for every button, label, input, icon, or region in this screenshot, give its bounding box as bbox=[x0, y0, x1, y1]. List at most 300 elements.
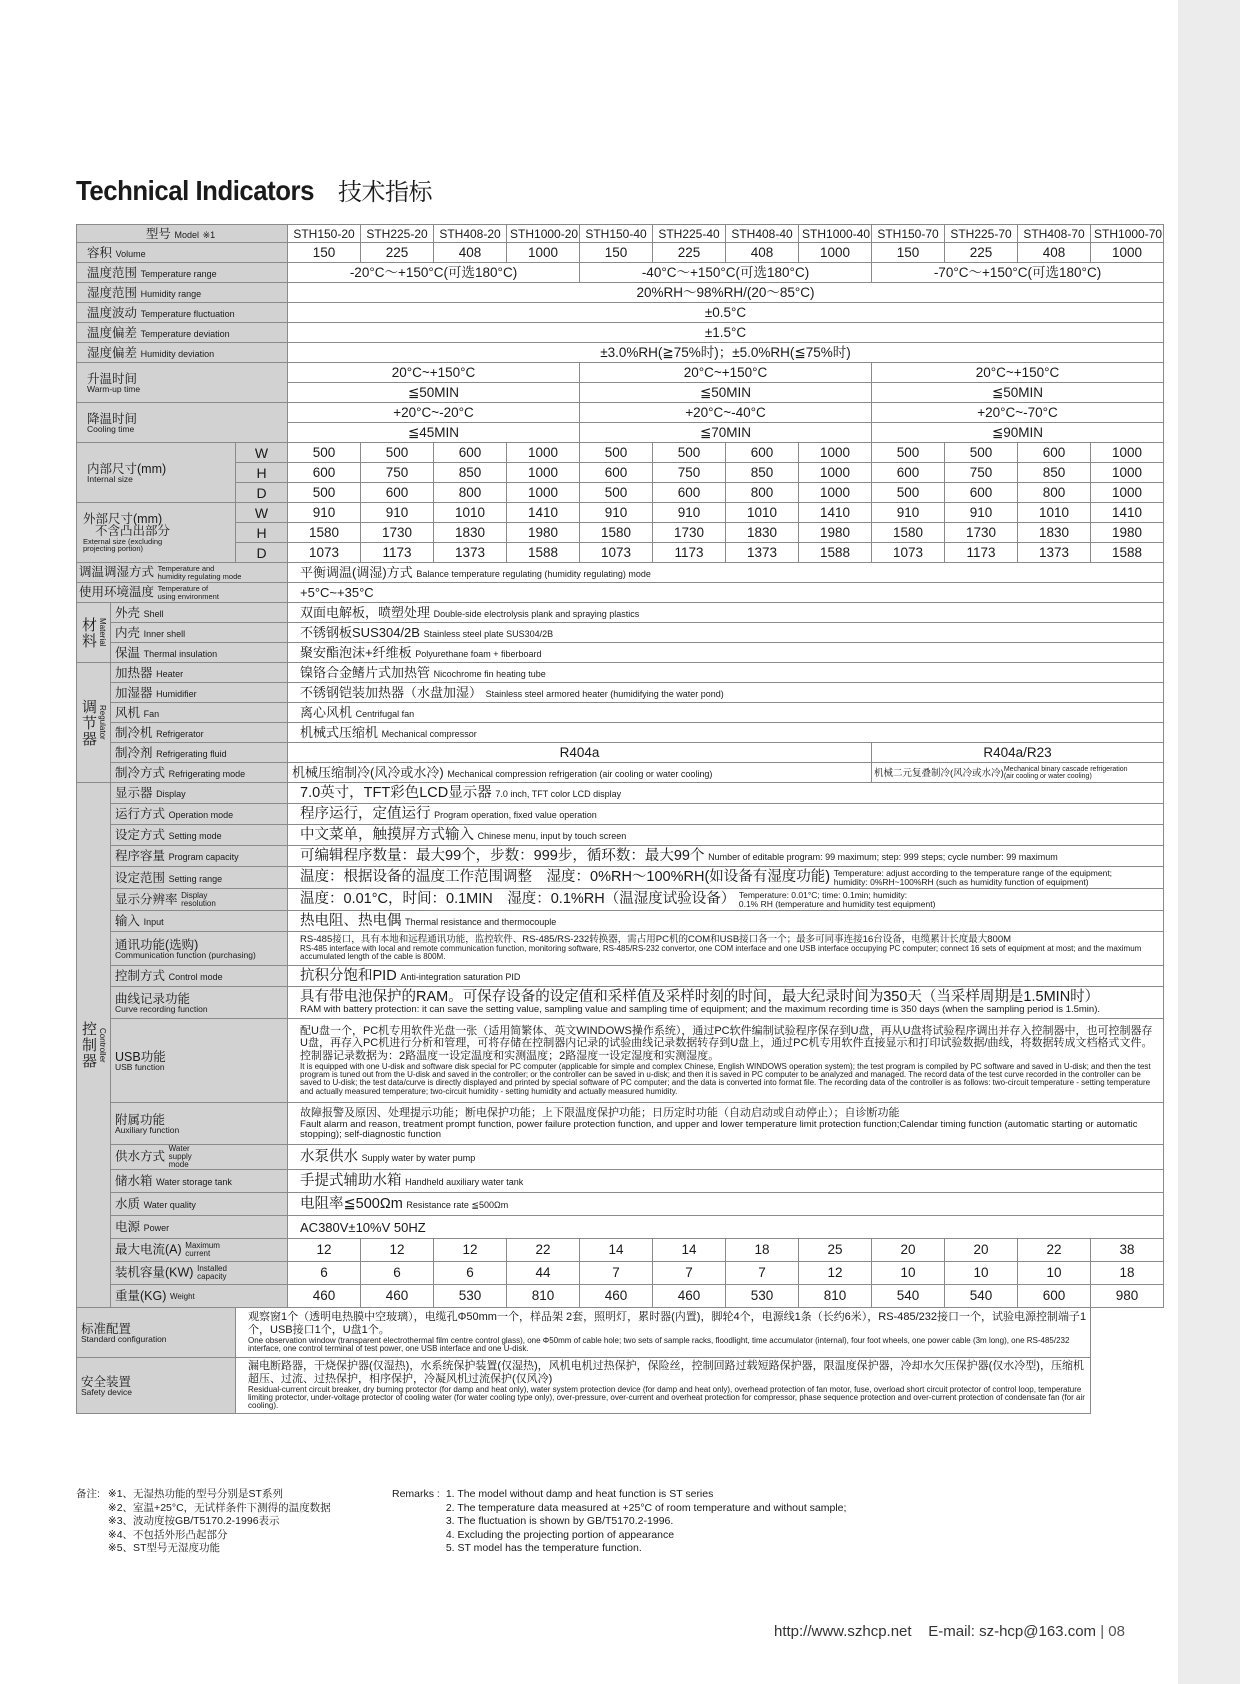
label-cn: 输入 bbox=[115, 914, 141, 929]
value-cell bbox=[288, 463, 361, 483]
text-cn: 机械压缩制冷(风冷或水冷) bbox=[292, 765, 444, 780]
cell-value: 22 bbox=[1046, 1242, 1062, 1258]
label-cn: 调温调湿方式 bbox=[79, 564, 155, 579]
cell-value: 500 bbox=[385, 444, 409, 460]
cell-value: 1830 bbox=[1038, 524, 1070, 540]
label-en: Warm-up time bbox=[87, 384, 141, 394]
text-en: Mechanical binary cascade refrigeration (air cooling or water cooling) bbox=[1003, 765, 1128, 780]
label-en: Standard configuration bbox=[81, 1334, 167, 1344]
value-cell bbox=[872, 523, 945, 543]
cell-value: 1730 bbox=[673, 524, 705, 540]
value-cell bbox=[580, 443, 653, 463]
value-cell bbox=[945, 1285, 1018, 1308]
text-en: Residual-current circuit breaker, dry burning protector (for damp and heat only), water system protection device (for damp and heat only), overhead protection of fan motor, fuse, overload short circuit protector of control loop, temperature limiting protector, under-voltage protector of cooling water (for water cooling type only), over-pressure, over-current and overheat protection for compressor, phase sequence protection and over-current protection of condensate fan (for air cooling). bbox=[248, 1384, 1085, 1411]
value-cell bbox=[872, 463, 945, 483]
cell-value: 6 bbox=[320, 1265, 328, 1281]
label-weight bbox=[111, 1285, 288, 1308]
text-en: Polyurethane foam + fiberboard bbox=[415, 649, 542, 659]
text-cn: 手提式辅助水箱 bbox=[300, 1172, 402, 1189]
value-cell bbox=[434, 1285, 507, 1308]
cell-value: 500 bbox=[604, 444, 628, 460]
cell-value: 910 bbox=[604, 504, 628, 520]
value-cell bbox=[726, 243, 799, 263]
cell-value: +20°C~-40°C bbox=[685, 404, 766, 420]
label-cn: 程序容量 bbox=[115, 849, 166, 864]
text-en: RAM with battery protection: it can save the setting value, sampling value and sampling time of equipment; and the maximum recording time is 350 days (when the sampling period is 1.5min). bbox=[300, 1003, 1100, 1015]
row-setting-range bbox=[77, 867, 1164, 889]
label-installed bbox=[111, 1262, 288, 1285]
text-en-wrap bbox=[834, 869, 1112, 886]
value-cell bbox=[580, 543, 653, 563]
label-en: Operation mode bbox=[168, 810, 234, 821]
row-weight bbox=[77, 1285, 1164, 1308]
model-name bbox=[872, 225, 945, 243]
text-en: Thermal resistance and thermocouple bbox=[405, 916, 557, 927]
cell-value: 18 bbox=[1119, 1265, 1135, 1281]
model-name bbox=[726, 225, 799, 243]
row-comm bbox=[77, 932, 1164, 966]
value-cell bbox=[288, 263, 580, 283]
text-cn: 机械二元复叠制冷(风冷或水冷) bbox=[874, 768, 1004, 780]
remarks-cn-label: 备注: bbox=[76, 1488, 100, 1500]
cell-value: 460 bbox=[385, 1288, 409, 1304]
value-setting_mode bbox=[288, 825, 1164, 846]
value-prog_cap bbox=[288, 846, 1164, 867]
value-cell bbox=[1018, 443, 1091, 463]
cell-value: 800 bbox=[1042, 484, 1066, 500]
text-cn: 程序运行，定值运行 bbox=[300, 805, 431, 822]
title-cn: 技术指标 bbox=[337, 179, 432, 206]
value-cell bbox=[872, 543, 945, 563]
remarks-en bbox=[392, 1488, 846, 1556]
cell-value: 500 bbox=[896, 444, 920, 460]
value-cell bbox=[872, 243, 945, 263]
label-en: Volume bbox=[115, 248, 146, 259]
label-en: Temperature range bbox=[140, 268, 217, 279]
cell-value: 225 bbox=[385, 244, 409, 260]
cell-value: ≦70MIN bbox=[699, 424, 752, 440]
label-cn: 使用环境温度 bbox=[79, 584, 155, 599]
label-power bbox=[111, 1216, 288, 1239]
value-cell bbox=[361, 483, 434, 503]
value-cell bbox=[1018, 1285, 1091, 1308]
label-heater bbox=[111, 663, 288, 683]
row-ctrl-mode bbox=[77, 966, 1164, 987]
cell-value: +5°C~+35°C bbox=[300, 585, 374, 600]
value-cell bbox=[434, 463, 507, 483]
cell-value: 1000 bbox=[527, 484, 559, 500]
value-cell bbox=[580, 1262, 653, 1285]
row-heater bbox=[77, 663, 1164, 683]
cell-value: 910 bbox=[896, 504, 920, 520]
value-op_mode bbox=[288, 804, 1164, 825]
text-en: Stainless steel plate SUS304/2B bbox=[423, 629, 554, 639]
label-resolution bbox=[111, 889, 288, 911]
model-text: STH225-40 bbox=[658, 226, 720, 241]
row-input bbox=[77, 911, 1164, 932]
cell-value: R404a/R23 bbox=[983, 744, 1052, 760]
value-cell bbox=[507, 483, 580, 503]
row-internal-W bbox=[77, 443, 1164, 463]
dim-text: W bbox=[254, 504, 269, 521]
label-en: Auxiliary function bbox=[115, 1125, 180, 1135]
value-cell bbox=[361, 503, 434, 523]
model-name bbox=[1018, 225, 1091, 243]
text-en: Double-side electrolysis plank and spraying plastics bbox=[433, 609, 640, 619]
value-cell bbox=[726, 503, 799, 523]
cell-value: 1410 bbox=[1111, 504, 1143, 520]
cell-value: R404a bbox=[559, 744, 600, 760]
cell-value: 600 bbox=[458, 444, 482, 460]
text-en: 7.0 inch, TFT color LCD display bbox=[495, 788, 622, 799]
page-number: 08 bbox=[1108, 1623, 1125, 1640]
value-cell bbox=[653, 523, 726, 543]
value-aux bbox=[288, 1103, 1164, 1145]
cell-value: 20°C~+150°C bbox=[391, 364, 476, 380]
label-note: ※1 bbox=[202, 229, 216, 240]
label-safety bbox=[77, 1358, 236, 1414]
value-cell bbox=[799, 1285, 872, 1308]
cell-value: 1000 bbox=[819, 484, 851, 500]
label-temp_range bbox=[77, 263, 288, 283]
value-resolution bbox=[288, 889, 1164, 911]
value-cell bbox=[361, 543, 434, 563]
cell-value: 850 bbox=[750, 464, 774, 480]
model-name bbox=[1091, 225, 1164, 243]
dimension-label bbox=[236, 443, 288, 463]
row-curve bbox=[77, 987, 1164, 1019]
cell-value: 540 bbox=[969, 1288, 993, 1304]
text-cn: 不锈钢板SUS304/2B bbox=[300, 625, 420, 640]
label-en: External size (excluding projecting portion) bbox=[83, 536, 163, 553]
value-water_quality bbox=[288, 1193, 1164, 1216]
text-cn: 具有带电池保护的RAM。可保存设备的设定值和采样值及采样时刻的时间，最大纪录时间为350天（当采样周期是1.5MIN时） bbox=[300, 989, 1100, 1006]
row-standard bbox=[77, 1308, 1164, 1358]
cell-value: 1000 bbox=[819, 444, 851, 460]
value-cell bbox=[434, 243, 507, 263]
value-cell bbox=[872, 443, 945, 463]
cell-value: ≦50MIN bbox=[699, 384, 752, 400]
label-en: Fan bbox=[143, 708, 160, 719]
label-cn: 运行方式 bbox=[115, 807, 166, 822]
remark-cn-1: ※1、无湿热功能的型号分别是ST系列 bbox=[107, 1488, 283, 1500]
cell-value: -40°C～+150°C(可选180°C) bbox=[641, 264, 810, 280]
value-cell bbox=[872, 263, 1164, 283]
text-cn: 故障报警及原因、处理提示功能；断电保护功能；上下限温度保护功能；日历定时功能（自动启动或自动停止）；自诊断功能 bbox=[300, 1107, 900, 1120]
text-cn: 温度：根据设备的温度工作范围调整 湿度：0%RH～100%RH(如设备有湿度功能) bbox=[300, 868, 831, 885]
cell-value: 1073 bbox=[600, 544, 632, 560]
value-cell bbox=[653, 1285, 726, 1308]
group-label-cn: 调节器 bbox=[80, 698, 97, 747]
text-en: Program operation, fixed value operation bbox=[434, 809, 597, 820]
label-en: Water quality bbox=[143, 1200, 196, 1211]
value-cell bbox=[288, 1285, 361, 1308]
footer-url[interactable]: http://www.szhcp.net bbox=[774, 1623, 912, 1640]
text-en: Mechanical compressor bbox=[381, 729, 477, 739]
cell-value: 1173 bbox=[674, 544, 704, 560]
cell-value: 1173 bbox=[966, 544, 996, 560]
value-cell bbox=[288, 1239, 361, 1262]
cell-value: 800 bbox=[750, 484, 774, 500]
value-refrigerator bbox=[288, 723, 1164, 743]
value-cell bbox=[434, 443, 507, 463]
value-water_tank bbox=[288, 1170, 1164, 1193]
cell-value: ≦50MIN bbox=[407, 384, 460, 400]
row-refrigerator bbox=[77, 723, 1164, 743]
value-cell bbox=[580, 383, 872, 403]
group-regulator_group bbox=[77, 663, 111, 783]
cell-value: 1730 bbox=[381, 524, 413, 540]
cell-value: 225 bbox=[677, 244, 701, 260]
cell-value: 408 bbox=[750, 244, 774, 260]
value-cell bbox=[726, 523, 799, 543]
label-shell bbox=[111, 603, 288, 623]
row-humidifier bbox=[77, 683, 1164, 703]
label-cn: 制冷剂 bbox=[115, 745, 153, 760]
remarks-en-label: Remarks : bbox=[392, 1488, 440, 1500]
label-warmup bbox=[77, 363, 288, 403]
cell-value: 750 bbox=[969, 464, 993, 480]
model-name bbox=[288, 225, 361, 243]
label-en: Humidifier bbox=[156, 688, 197, 699]
value-cell bbox=[1091, 1239, 1164, 1262]
text-en: Stainless steel armored heater (humidifying the water pond) bbox=[485, 689, 724, 699]
label-cn: 重量(KG) bbox=[115, 1289, 167, 1304]
value-cell bbox=[945, 1239, 1018, 1262]
value-regulating bbox=[288, 563, 1164, 583]
label-en: Shell bbox=[143, 608, 164, 619]
model-name bbox=[799, 225, 872, 243]
cell-value: 1000 bbox=[527, 464, 559, 480]
cell-value: 1830 bbox=[454, 524, 486, 540]
row-external-W bbox=[77, 503, 1164, 523]
cell-value: 408 bbox=[458, 244, 482, 260]
cell-value: 810 bbox=[531, 1288, 555, 1304]
value-cell bbox=[1091, 1262, 1164, 1285]
label-en: USB function bbox=[115, 1062, 165, 1072]
value-cell bbox=[1091, 483, 1164, 503]
value-cell bbox=[872, 423, 1164, 443]
value-standard bbox=[236, 1308, 1091, 1358]
group-label-en: Controller bbox=[98, 1027, 107, 1063]
value-cell bbox=[945, 443, 1018, 463]
label-setting_range bbox=[111, 867, 288, 889]
cell-value: 1980 bbox=[1111, 524, 1143, 540]
value-input bbox=[288, 911, 1164, 932]
label-humidifier bbox=[111, 683, 288, 703]
cell-value: 600 bbox=[312, 464, 336, 480]
model-text: STH1000-20 bbox=[510, 226, 579, 241]
value-cell bbox=[288, 543, 361, 563]
value-cell bbox=[726, 483, 799, 503]
value-cell bbox=[434, 1239, 507, 1262]
label-max_current bbox=[111, 1239, 288, 1262]
cell-value: 530 bbox=[750, 1288, 774, 1304]
value-cell bbox=[288, 483, 361, 503]
cell-value: 20°C~+150°C bbox=[975, 364, 1060, 380]
cell-value: 1000 bbox=[819, 464, 851, 480]
value-cell bbox=[288, 243, 361, 263]
label-en: Humidity deviation bbox=[140, 348, 215, 359]
remark-en-2: 2. The temperature data measured at +25°C of room temperature and without sample; bbox=[445, 1501, 847, 1514]
dimension-label bbox=[236, 523, 288, 543]
remark-en-5: 5. ST model has the temperature function. bbox=[445, 1542, 642, 1554]
label-cn: 电源 bbox=[115, 1220, 141, 1235]
value-cell bbox=[507, 503, 580, 523]
label-ctrl_mode bbox=[111, 966, 288, 987]
group-label-cn: 控制器 bbox=[80, 1021, 97, 1069]
label-en: Refrigerator bbox=[156, 728, 204, 739]
row-volume bbox=[77, 243, 1164, 263]
value-cell bbox=[361, 463, 434, 483]
value-cell bbox=[580, 1285, 653, 1308]
spec-table-body bbox=[77, 225, 1164, 1414]
value-cell bbox=[872, 1285, 945, 1308]
cell-value: AC380V±10%V 50HZ bbox=[300, 1219, 426, 1235]
model-text: STH150-70 bbox=[877, 226, 939, 241]
text-en: Centrifugal fan bbox=[355, 709, 415, 719]
value-cell bbox=[1091, 443, 1164, 463]
cell-value: 1373 bbox=[454, 544, 486, 560]
cell-value: 910 bbox=[312, 504, 336, 520]
cell-value: 20°C~+150°C bbox=[683, 364, 768, 380]
cell-value: 1000 bbox=[1111, 444, 1143, 460]
model-text: STH1000-70 bbox=[1094, 226, 1163, 241]
cell-value: 44 bbox=[535, 1265, 551, 1281]
cell-value: 910 bbox=[677, 504, 701, 520]
text-en: RS-485 interface with local and remote communication function, monitoring software, RS-485/RS-232 convertor, one COM interface and one USB interface occupying PC computer; connect 16 sets of equipment at most; and the maximum accumulated length of the cable is 800M. bbox=[300, 944, 1142, 962]
value-cell bbox=[580, 263, 872, 283]
value-cell bbox=[726, 463, 799, 483]
label-temp_fluct bbox=[77, 303, 288, 323]
value-cell bbox=[434, 503, 507, 523]
value-cell bbox=[1091, 463, 1164, 483]
label-en: Setting range bbox=[168, 873, 223, 884]
cell-value: 18 bbox=[754, 1242, 770, 1258]
value-cell bbox=[288, 523, 361, 543]
dim-text: D bbox=[256, 544, 267, 561]
cell-value: ±0.5°C bbox=[704, 304, 747, 320]
value-shell bbox=[288, 603, 1164, 623]
text-cn: 双面电解板，喷塑处理 bbox=[300, 605, 431, 620]
row-fluid bbox=[77, 743, 1164, 763]
footer bbox=[774, 1623, 1125, 1640]
label-cn: 降温时间 bbox=[87, 411, 138, 426]
remark-en-3: 3. The fluctuation is shown by GB/T5170.2-1996. bbox=[445, 1515, 674, 1527]
value-inner_shell bbox=[288, 623, 1164, 643]
label-en: Communication function (purchasing) bbox=[115, 950, 256, 960]
cell-value: 1000 bbox=[1111, 484, 1143, 500]
footer-email[interactable]: E-mail: sz-hcp@163.com bbox=[928, 1623, 1097, 1640]
text-cn: 温度：0.01°C，时间：0.1MIN 湿度：0.1%RH（温湿度试验设备） bbox=[300, 890, 736, 907]
value-ref-mode-b bbox=[872, 763, 1164, 783]
label-standard bbox=[77, 1308, 236, 1358]
cell-value: 10 bbox=[1046, 1265, 1062, 1281]
row-temp-range bbox=[77, 263, 1164, 283]
value-ctrl_mode bbox=[288, 966, 1164, 987]
label-water_quality bbox=[111, 1193, 288, 1216]
value-cell bbox=[288, 403, 580, 423]
value-cell bbox=[288, 343, 1164, 363]
model-text: STH1000-40 bbox=[802, 226, 871, 241]
text-cn: 热电阻、热电偶 bbox=[300, 912, 402, 929]
label-setting_mode bbox=[111, 825, 288, 846]
value-cell bbox=[653, 543, 726, 563]
value-cell bbox=[507, 1262, 580, 1285]
label-en: Installed capacity bbox=[197, 1264, 227, 1281]
label-display bbox=[111, 783, 288, 804]
cell-value: 1588 bbox=[527, 544, 559, 560]
value-usb bbox=[288, 1019, 1164, 1103]
text-cn: 配U盘一个，PC机专用软件光盘一张（适用简繁体、英文WINDOWS操作系统），通过PC软件编制试验程序保存到U盘，再从U盘将试验程序调出并存入控制器中，也可控制器存U盘，再存入PC机进行分析和管理，可将存储在控制器内记录的试验曲线记录数据转存到U盘上，通过PC机专用软件直接显示和打印试验数据/曲线，将数据转成文档格式文件。控制器记录数据为：2路温度一设定温度和实测温度；2路湿度一设定湿度和实测湿度。 bbox=[300, 1024, 1153, 1063]
row-usb bbox=[77, 1019, 1164, 1103]
label-cn: 内部尺寸(mm) bbox=[87, 461, 167, 476]
label-external bbox=[77, 503, 236, 563]
row-hum-dev bbox=[77, 343, 1164, 363]
value-cell bbox=[1018, 543, 1091, 563]
cell-value: 1830 bbox=[746, 524, 778, 540]
label-en: Water storage tank bbox=[156, 1177, 232, 1188]
value-cell bbox=[580, 403, 872, 423]
value-cell bbox=[361, 443, 434, 463]
value-cell bbox=[872, 1262, 945, 1285]
row-water-supply bbox=[77, 1145, 1164, 1170]
value-cell bbox=[799, 503, 872, 523]
text-en: One observation window (transparent electrothermal film centre control glass), one Φ50mm of cable hole; two sets of sample racks, floodlight, time accumulator (internal), four foot wheels, one power cable (3m long), one RS-485/232 interface, one control terminal of test power, one USB interface and one U-disk. bbox=[248, 1335, 1070, 1354]
text-cn: 平衡调温(调湿)方式 bbox=[300, 565, 413, 580]
value-cell bbox=[653, 463, 726, 483]
text-en2: humidity: 0%RH~100%RH (such as humidity function of equipment) bbox=[833, 876, 1089, 887]
text-en: Chinese menu, input by touch screen bbox=[477, 830, 627, 841]
label-curve bbox=[111, 987, 288, 1019]
cell-value: 12 bbox=[462, 1242, 478, 1258]
row-op_mode bbox=[77, 804, 1164, 825]
value-cell bbox=[799, 1239, 872, 1262]
cell-value: 500 bbox=[896, 484, 920, 500]
value-cell bbox=[799, 443, 872, 463]
text-cn: 电阻率≦500Ωm bbox=[300, 1195, 403, 1212]
cell-value: 530 bbox=[458, 1288, 482, 1304]
value-fan bbox=[288, 703, 1164, 723]
label-cooling bbox=[77, 403, 288, 443]
label-cn: 内壳 bbox=[115, 625, 141, 640]
label-en: Display resolution bbox=[181, 890, 216, 908]
text-en: Number of editable program: 99 maximum; step: 999 steps; cycle number: 99 maximum bbox=[708, 851, 1058, 862]
group-material_group bbox=[77, 603, 111, 663]
cell-value: 25 bbox=[827, 1242, 843, 1258]
label-cn: 风机 bbox=[115, 705, 141, 720]
group-controller_group bbox=[77, 783, 111, 1308]
cell-value: 850 bbox=[1042, 464, 1066, 480]
value-cell bbox=[1018, 463, 1091, 483]
label-hum_range bbox=[77, 283, 288, 303]
row-model bbox=[77, 225, 1164, 243]
cell-value: 600 bbox=[385, 484, 409, 500]
value-cell bbox=[288, 383, 580, 403]
label-cn: 加热器 bbox=[115, 665, 153, 680]
cell-value: 600 bbox=[1042, 444, 1066, 460]
model-text: STH408-20 bbox=[439, 226, 501, 241]
label-en: Refrigerating mode bbox=[168, 768, 246, 779]
text-cn: 离心风机 bbox=[300, 705, 353, 720]
cell-value: 500 bbox=[969, 444, 993, 460]
value-cell bbox=[945, 503, 1018, 523]
cell-value: 1000 bbox=[819, 244, 851, 260]
value-cell bbox=[288, 303, 1164, 323]
label-aux bbox=[111, 1103, 288, 1145]
text-en: Mechanical compression refrigeration (air cooling or water cooling) bbox=[447, 769, 713, 779]
value-cell bbox=[361, 1262, 434, 1285]
